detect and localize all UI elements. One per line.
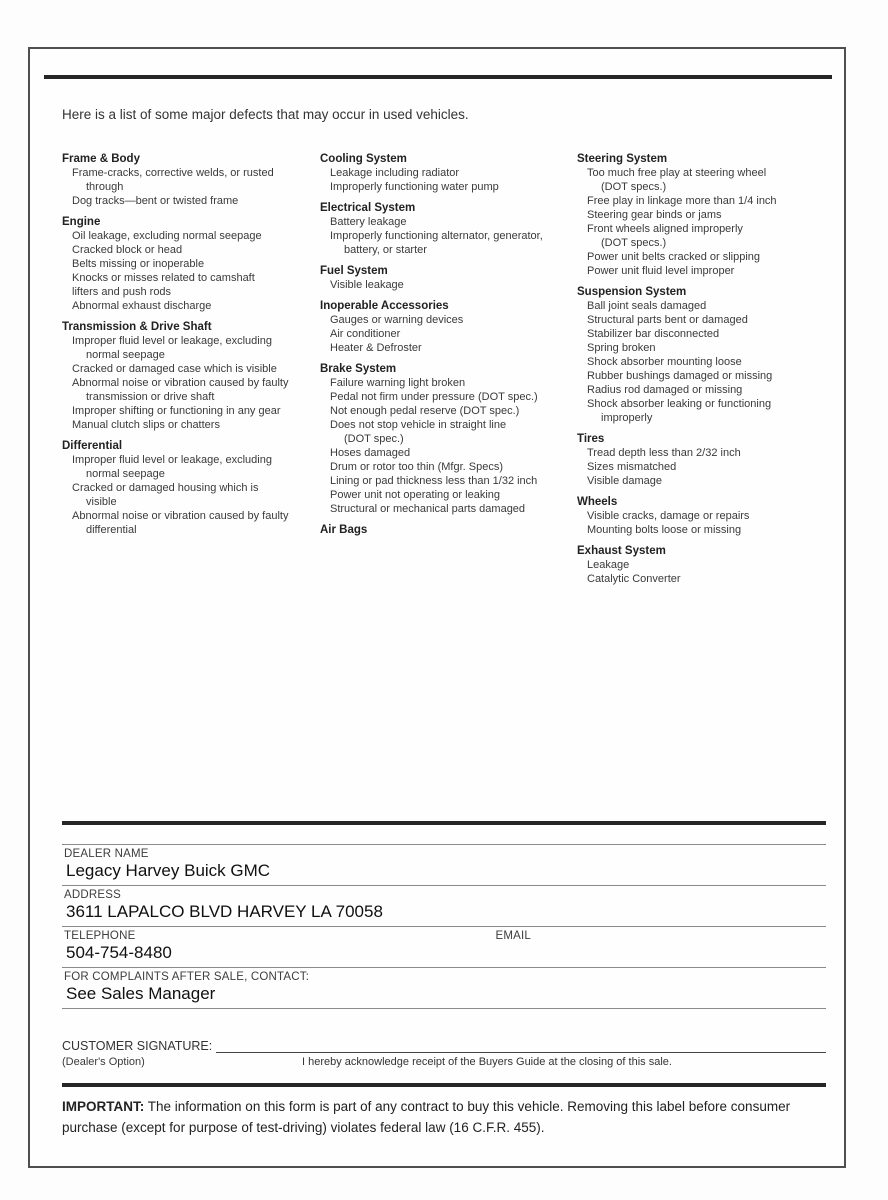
defect-column-3	[577, 152, 822, 586]
defect-item-line: (DOT spec.)	[344, 433, 404, 445]
email-label: EMAIL	[495, 930, 531, 942]
defect-section-title: Differential	[62, 440, 123, 452]
defect-item-line: Abnormal exhaust discharge	[72, 300, 212, 312]
defect-item-line: Spring broken	[587, 342, 656, 354]
defect-item-line: Radius rod damaged or missing	[587, 384, 743, 396]
telephone-email-field	[62, 926, 826, 967]
defect-item-line: Free play in linkage more than 1/4 inch	[587, 195, 777, 207]
dealer-name-label: DEALER NAME	[64, 848, 149, 860]
signature-line	[216, 1038, 826, 1053]
defect-section	[62, 215, 320, 313]
defect-item-line: Abnormal noise or vibration caused by faulty	[72, 377, 289, 389]
defect-section-title: Electrical System	[320, 202, 416, 214]
defect-item-line: Cracked block or head	[72, 244, 183, 256]
defect-section-title: Exhaust System	[577, 545, 666, 557]
defect-section	[577, 432, 822, 488]
signature-acknowledgment-text: I hereby acknowledge receipt of the Buyers Guide at the closing of this sale.	[302, 1056, 672, 1068]
top-divider-rule	[44, 75, 832, 79]
defect-item-line: Visible damage	[587, 475, 663, 487]
address-value: 3611 LAPALCO BLVD HARVEY LA 70058	[66, 902, 383, 921]
defect-item-line: through	[86, 181, 124, 193]
defect-item-line: differential	[86, 524, 137, 536]
customer-signature-label: CUSTOMER SIGNATURE:	[62, 1039, 213, 1053]
defect-item-line: Drum or rotor too thin (Mfgr. Specs)	[330, 461, 503, 473]
defect-item-line: Mounting bolts loose or missing	[587, 524, 742, 536]
defect-item-line: Oil leakage, excluding normal seepage	[72, 230, 262, 242]
defect-item-line: Lining or pad thickness less than 1/32 inch	[330, 475, 538, 487]
defect-item-line: Dog tracks—bent or twisted frame	[72, 195, 239, 207]
defect-item-line: Heater & Defroster	[330, 342, 422, 354]
telephone-value: 504-754-8480	[66, 943, 172, 962]
intro-text: Here is a list of some major defects that may occur in used vehicles.	[62, 107, 469, 122]
defect-item-line: Air conditioner	[330, 328, 401, 340]
defect-column-1	[62, 152, 320, 586]
defect-item-line: Catalytic Converter	[587, 573, 681, 585]
defect-item-line: Improper fluid level or leakage, excluding	[72, 335, 272, 347]
defect-section-title: Steering System	[577, 153, 668, 165]
defect-item-line: battery, or starter	[344, 244, 427, 256]
defect-item-line: Frame-cracks, corrective welds, or rusted	[72, 167, 274, 179]
defect-item-line: Improperly functioning alternator, generator,	[330, 230, 543, 242]
important-notice	[62, 1097, 826, 1139]
defect-section	[577, 495, 822, 537]
defect-list-columns	[62, 152, 830, 586]
defect-section-title: Fuel System	[320, 265, 388, 277]
dealers-option-label: (Dealer's Option)	[62, 1056, 145, 1068]
defect-section-title: Engine	[62, 216, 101, 228]
defect-item-line: Improperly functioning water pump	[330, 181, 499, 193]
defect-item-line: Shock absorber leaking or functioning	[587, 398, 772, 410]
defect-section-title: Transmission & Drive Shaft	[62, 321, 212, 333]
defect-item-line: Power unit not operating or leaking	[330, 489, 500, 501]
defect-column-2	[320, 152, 577, 586]
important-text: The information on this form is part of any contract to buy this vehicle. Removing this label before consumer purchase (except for purpose of test-driving) violates federal law (16 C.F.R. 455).	[62, 1099, 791, 1135]
defect-item-line: Improper shifting or functioning in any gear	[72, 405, 281, 417]
defect-item-line: normal seepage	[86, 468, 165, 480]
important-divider-rule	[62, 1083, 826, 1087]
defect-item-line: Pedal not firm under pressure (DOT spec.)	[330, 391, 538, 403]
address-label: ADDRESS	[64, 889, 121, 901]
complaints-contact-field	[62, 967, 826, 1009]
defect-item-line: normal seepage	[86, 349, 165, 361]
defect-item-line: Too much free play at steering wheel	[587, 167, 767, 179]
defect-item-line: Belts missing or inoperable	[72, 258, 205, 270]
defect-item-line: Leakage	[587, 559, 630, 571]
defect-section	[320, 362, 577, 516]
defect-item-line: Gauges or warning devices	[330, 314, 464, 326]
defect-section-title: Air Bags	[320, 524, 368, 536]
defect-item-line: Improper fluid level or leakage, excluding	[72, 454, 272, 466]
defect-section-title: Suspension System	[577, 286, 687, 298]
defect-item-line: (DOT specs.)	[601, 181, 667, 193]
customer-signature-block	[62, 1038, 826, 1068]
defect-item-line: Does not stop vehicle in straight line	[330, 419, 507, 431]
defect-section	[320, 264, 577, 292]
defect-item-line: improperly	[601, 412, 653, 424]
defect-section	[320, 523, 577, 537]
defect-item-line: Cracked or damaged case which is visible	[72, 363, 277, 375]
defect-section	[577, 544, 822, 586]
form-divider-rule	[62, 821, 826, 825]
defect-section	[320, 152, 577, 194]
defect-section	[62, 439, 320, 537]
dealer-info-form	[62, 821, 826, 1139]
signature-subrow	[62, 1056, 826, 1068]
defect-section-title: Tires	[577, 433, 605, 445]
signature-row	[62, 1038, 826, 1053]
defect-item-line: Visible cracks, damage or repairs	[587, 510, 750, 522]
defect-item-line: Shock absorber mounting loose	[587, 356, 742, 368]
defect-item-line: transmission or drive shaft	[86, 391, 215, 403]
defect-item-line: Leakage including radiator	[330, 167, 460, 179]
defect-item-line: Manual clutch slips or chatters	[72, 419, 220, 431]
defect-section-title: Brake System	[320, 363, 397, 375]
defect-item-line: Structural or mechanical parts damaged	[330, 503, 526, 515]
page-border-box	[28, 47, 846, 1168]
complaints-value: See Sales Manager	[66, 984, 216, 1003]
defect-section	[320, 201, 577, 257]
defect-item-line: Abnormal noise or vibration caused by faulty	[72, 510, 289, 522]
defect-item-line: Stabilizer bar disconnected	[587, 328, 720, 340]
dealer-name-value: Legacy Harvey Buick GMC	[66, 861, 271, 880]
defect-item-line: Knocks or misses related to camshaft	[72, 272, 255, 284]
defect-item-line: Ball joint seals damaged	[587, 300, 707, 312]
defect-section	[62, 152, 320, 208]
defect-item-line: lifters and push rods	[72, 286, 172, 298]
defect-item-line: Not enough pedal reserve (DOT spec.)	[330, 405, 520, 417]
defect-item-line: Sizes mismatched	[587, 461, 677, 473]
telephone-label: TELEPHONE	[64, 930, 136, 942]
defect-item-line: Rubber bushings damaged or missing	[587, 370, 773, 382]
defect-section	[320, 299, 577, 355]
defect-section	[62, 320, 320, 432]
dealer-name-field	[62, 844, 826, 885]
defect-section-title: Cooling System	[320, 153, 407, 165]
defect-item-line: (DOT specs.)	[601, 237, 667, 249]
defect-item-line: Battery leakage	[330, 216, 407, 228]
defect-section-title: Frame & Body	[62, 153, 140, 165]
defect-section-title: Wheels	[577, 496, 618, 508]
defect-item-line: Front wheels aligned improperly	[587, 223, 743, 235]
important-label: IMPORTANT:	[62, 1099, 145, 1114]
telephone-email-labels	[64, 930, 826, 942]
defect-item-line: Tread depth less than 2/32 inch	[587, 447, 741, 459]
defect-item-line: Power unit belts cracked or slipping	[587, 251, 761, 263]
defect-item-line: Power unit fluid level improper	[587, 265, 735, 277]
defect-item-line: Steering gear binds or jams	[587, 209, 722, 221]
complaints-label: FOR COMPLAINTS AFTER SALE, CONTACT:	[64, 971, 310, 983]
defect-item-line: Structural parts bent or damaged	[587, 314, 748, 326]
defect-item-line: Hoses damaged	[330, 447, 411, 459]
defect-item-line: Visible leakage	[330, 279, 404, 291]
defect-item-line: Cracked or damaged housing which is	[72, 482, 259, 494]
address-field	[62, 885, 826, 926]
defect-item-line: Failure warning light broken	[330, 377, 466, 389]
defect-section	[577, 152, 822, 278]
defect-section	[577, 285, 822, 425]
defect-section-title: Inoperable Accessories	[320, 300, 449, 312]
defect-item-line: visible	[86, 496, 117, 508]
